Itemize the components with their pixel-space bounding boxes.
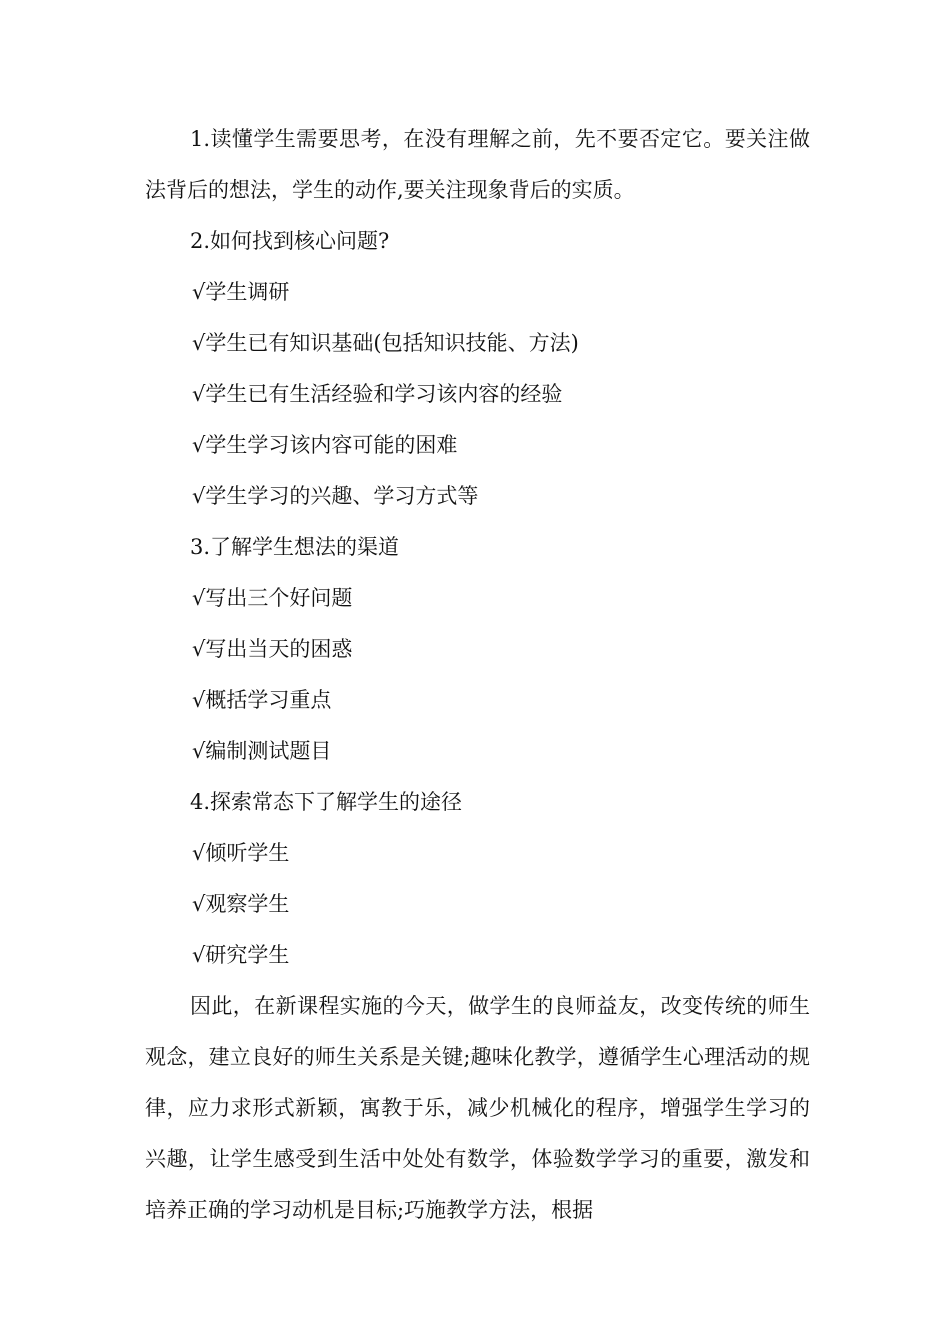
checklist-item: √学生已有知识基础(包括知识技能、方法) xyxy=(192,331,579,355)
checklist-item: √编制测试题目 xyxy=(192,739,332,763)
paragraph-point-3-heading: 3.了解学生想法的渠道 xyxy=(190,535,400,559)
document-body xyxy=(145,114,810,1236)
checklist-item: √研究学生 xyxy=(192,943,290,967)
checklist-item: √倾听学生 xyxy=(192,841,290,865)
checklist-item: √观察学生 xyxy=(192,892,290,916)
checklist-item: √写出当天的困惑 xyxy=(192,637,353,661)
checklist-item: √学生已有生活经验和学习该内容的经验 xyxy=(192,382,563,406)
paragraph-point-2-heading: 2.如何找到核心问题? xyxy=(190,229,390,253)
paragraph-point-1: 1.读懂学生需要思考，在没有理解之前，先不要否定它。要关注做法背后的想法，学生的动作,要关注现象背后的实质。 xyxy=(145,127,810,202)
paragraph-conclusion: 因此，在新课程实施的今天，做学生的良师益友，改变传统的师生观念，建立良好的师生关系是关键;趣味化教学，遵循学生心理活动的规律，应力求形式新颖，寓教于乐，减少机械化的程序，增强学生学习的兴趣，让学生感受到生活中处处有数学，体验数学学习的重要，激发和培养正确的学习动机是目标;巧施教学方法，根据 xyxy=(145,994,810,1222)
checklist-item: √学生调研 xyxy=(192,280,290,304)
checklist-item: √学生学习的兴趣、学习方式等 xyxy=(192,484,479,508)
paragraph-point-4-heading: 4.探索常态下了解学生的途径 xyxy=(190,790,463,814)
checklist-item: √概括学习重点 xyxy=(192,688,332,712)
checklist-item: √学生学习该内容可能的困难 xyxy=(192,433,458,457)
checklist-item: √写出三个好问题 xyxy=(192,586,353,610)
